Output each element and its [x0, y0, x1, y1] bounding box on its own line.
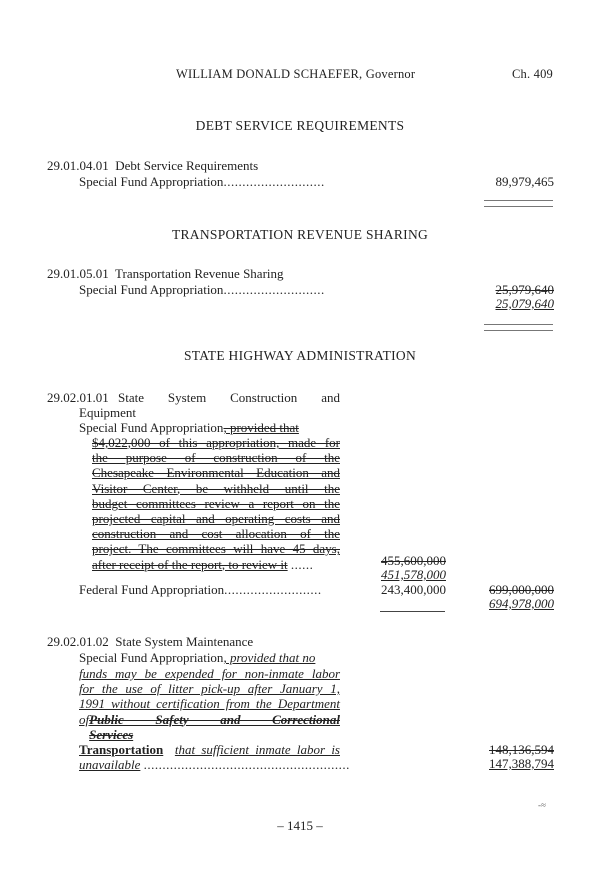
fund-label: Federal Fund Appropriation	[79, 582, 225, 597]
special-fund-line	[79, 650, 315, 665]
item-name: Transportation Revenue Sharing	[115, 266, 284, 281]
federal-amount: 243,400,000	[381, 582, 446, 597]
struck-line: Visitor Center, be withheld until the	[92, 480, 340, 496]
leader-dots: ...........................	[223, 174, 325, 189]
added-tail: that sufficient inmate labor is	[174, 742, 340, 758]
item-29-01-05-01	[47, 266, 284, 281]
chapter-number: Ch. 409	[512, 67, 553, 81]
struck-line: $4,022,000 of this appropriation, made for	[92, 435, 340, 450]
special-fund-line	[79, 174, 325, 189]
leader-dots: ..........................	[224, 582, 322, 597]
added-proviso: , provided that no	[223, 650, 316, 665]
item-code: 29.02.01.01	[47, 390, 109, 405]
fund-label: Special Fund Appropriation	[79, 282, 224, 297]
struck-line: the purpose of construction of the	[92, 450, 340, 466]
added-word: of	[79, 711, 90, 727]
item-code: 29.01.05.01	[47, 266, 109, 281]
item-name: State System Maintenance	[115, 634, 254, 649]
item-code: 29.02.01.02	[47, 634, 109, 649]
item-29-01-04-01	[47, 158, 258, 173]
total-new: 694,978,000	[489, 596, 554, 611]
new-total: 25,079,640	[495, 296, 554, 311]
struck-line: after receipt of the report, to review it	[92, 556, 288, 572]
item-29-02-01-02	[47, 634, 253, 649]
total-new: 147,388,794	[489, 756, 554, 771]
struck-total: 25,979,640	[495, 282, 554, 297]
item-name-line1: State System Construction and	[118, 390, 340, 405]
scan-mark: -≈	[538, 800, 546, 810]
special-fund-line	[79, 282, 325, 297]
struck-line: Chesapeake Environmental Education and	[92, 465, 340, 481]
struck-agency: Public Safety and Correctional Services	[89, 711, 340, 742]
inserted-agency-line	[79, 742, 340, 757]
leader-dots: ...........................	[223, 282, 325, 297]
added-line: 1991 without certification from the Department	[79, 696, 340, 712]
item-name-line2: Equipment	[79, 405, 137, 420]
struck-last-line	[92, 557, 340, 572]
added-last-line	[79, 757, 350, 773]
total-struck: 699,000,000	[489, 582, 554, 597]
leader-dots: ......	[290, 556, 314, 572]
subtotal-rule	[380, 611, 445, 612]
item-name: Debt Service Requirements	[115, 158, 259, 173]
leader-dots: .......................................................	[143, 757, 350, 773]
inserted-agency: Transportation	[79, 742, 164, 758]
struck-line: budget committees review a report on the	[92, 495, 340, 511]
page-number: – 1415 –	[277, 818, 323, 833]
total-struck: 148,136,594	[489, 742, 554, 757]
added-line: funds may be expended for non-inmate labor	[79, 666, 340, 681]
section-title-revenue-sharing: TRANSPORTATION REVENUE SHARING	[171, 227, 429, 242]
struck-line: projected capital and operating costs and	[92, 511, 340, 527]
double-rule	[484, 324, 553, 331]
special-amount-struck: 455,600,000	[381, 553, 446, 568]
added-proviso-block	[79, 666, 350, 773]
struck-proviso: , provided that	[223, 420, 299, 435]
struck-proviso-block	[92, 435, 340, 572]
section-title-state-highway: STATE HIGHWAY ADMINISTRATION	[183, 348, 417, 363]
fund-label: Special Fund Appropriation	[79, 650, 224, 665]
special-fund-line	[79, 420, 299, 435]
fund-label: Special Fund Appropriation	[79, 420, 224, 435]
section-title-debt-service: DEBT SERVICE REQUIREMENTS	[195, 118, 405, 133]
struck-line: construction and cost allocation of the	[92, 526, 340, 542]
special-amount-new: 451,578,000	[381, 567, 446, 582]
struck-agency-line	[79, 712, 340, 742]
federal-fund-line	[79, 582, 322, 597]
governor-header: WILLIAM DONALD SCHAEFER, Governor	[176, 67, 416, 81]
double-rule	[484, 200, 553, 207]
item-code: 29.01.04.01	[47, 158, 109, 173]
total-amount: 89,979,465	[495, 174, 554, 189]
added-line: for the use of litter pick-up after January 1,	[79, 681, 340, 697]
struck-line: project. The committees will have 45 days,	[92, 541, 340, 557]
fund-label: Special Fund Appropriation	[79, 174, 224, 189]
added-last: unavailable	[79, 757, 141, 773]
